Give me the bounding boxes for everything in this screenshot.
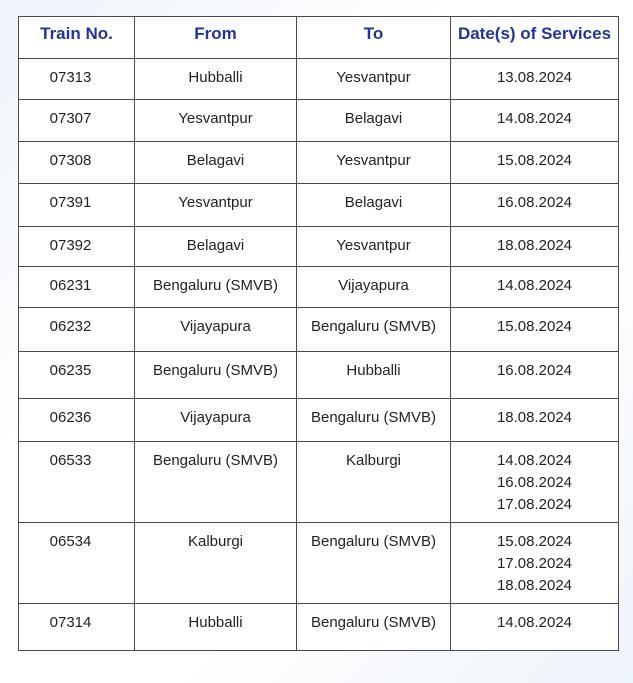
table-row: [19, 100, 619, 142]
cell-to: Belagavi: [297, 184, 451, 227]
cell-dates: [451, 142, 619, 184]
service-date: 15.08.2024: [496, 533, 573, 550]
service-date: 15.08.2024: [496, 152, 573, 169]
cell-dates: [451, 59, 619, 100]
service-date: 18.08.2024: [496, 409, 573, 426]
cell-from: Kalburgi: [135, 523, 297, 604]
cell-dates: [451, 184, 619, 227]
service-date: 14.08.2024: [496, 452, 573, 469]
cell-train-no: 06236: [19, 399, 135, 442]
cell-train-no: 06235: [19, 352, 135, 399]
cell-to: Bengaluru (SMVB): [297, 604, 451, 651]
cell-dates: [451, 100, 619, 142]
cell-dates: [451, 442, 619, 523]
cell-to: Bengaluru (SMVB): [297, 308, 451, 352]
service-date: 14.08.2024: [496, 614, 573, 631]
table-row: [19, 184, 619, 227]
service-date: 13.08.2024: [496, 69, 573, 86]
table-row: [19, 267, 619, 308]
cell-dates: [451, 604, 619, 651]
cell-train-no: 06232: [19, 308, 135, 352]
header-to: To: [297, 17, 451, 59]
cell-dates: [451, 227, 619, 267]
service-date: 18.08.2024: [496, 577, 573, 594]
table-row: [19, 227, 619, 267]
service-date: 18.08.2024: [496, 237, 573, 254]
cell-train-no: 07307: [19, 100, 135, 142]
cell-to: Hubballi: [297, 352, 451, 399]
service-date: 15.08.2024: [496, 318, 573, 335]
cell-from: Bengaluru (SMVB): [135, 442, 297, 523]
service-date: 17.08.2024: [496, 496, 573, 513]
train-schedule-table: [18, 16, 619, 651]
header-from: From: [135, 17, 297, 59]
cell-train-no: 07314: [19, 604, 135, 651]
table-row: [19, 142, 619, 184]
cell-to: Yesvantpur: [297, 142, 451, 184]
service-date: 16.08.2024: [496, 194, 573, 211]
cell-dates: [451, 308, 619, 352]
cell-from: Hubballi: [135, 604, 297, 651]
cell-train-no: 06534: [19, 523, 135, 604]
cell-train-no: 07308: [19, 142, 135, 184]
cell-to: Belagavi: [297, 100, 451, 142]
service-date: 16.08.2024: [496, 474, 573, 491]
cell-from: Yesvantpur: [135, 100, 297, 142]
table-row: [19, 604, 619, 651]
header-train-no: Train No.: [19, 17, 135, 59]
table-row: [19, 442, 619, 523]
cell-train-no: 07391: [19, 184, 135, 227]
table-header-row: [19, 17, 619, 59]
cell-train-no: 06533: [19, 442, 135, 523]
cell-from: Yesvantpur: [135, 184, 297, 227]
table-row: [19, 59, 619, 100]
header-dates: Date(s) of Services: [451, 17, 619, 59]
train-schedule-container: [18, 16, 618, 651]
service-date: 14.08.2024: [496, 277, 573, 294]
cell-train-no: 07313: [19, 59, 135, 100]
cell-train-no: 06231: [19, 267, 135, 308]
cell-to: Yesvantpur: [297, 227, 451, 267]
cell-from: Bengaluru (SMVB): [135, 267, 297, 308]
table-row: [19, 308, 619, 352]
cell-from: Bengaluru (SMVB): [135, 352, 297, 399]
cell-from: Vijayapura: [135, 308, 297, 352]
cell-to: Bengaluru (SMVB): [297, 399, 451, 442]
cell-to: Kalburgi: [297, 442, 451, 523]
cell-to: Bengaluru (SMVB): [297, 523, 451, 604]
cell-from: Belagavi: [135, 142, 297, 184]
service-date: 14.08.2024: [496, 110, 573, 127]
cell-from: Vijayapura: [135, 399, 297, 442]
cell-from: Hubballi: [135, 59, 297, 100]
cell-dates: [451, 267, 619, 308]
cell-dates: [451, 523, 619, 604]
table-row: [19, 352, 619, 399]
table-row: [19, 399, 619, 442]
cell-from: Belagavi: [135, 227, 297, 267]
cell-to: Yesvantpur: [297, 59, 451, 100]
cell-train-no: 07392: [19, 227, 135, 267]
cell-to: Vijayapura: [297, 267, 451, 308]
service-date: 16.08.2024: [496, 362, 573, 379]
cell-dates: [451, 352, 619, 399]
cell-dates: [451, 399, 619, 442]
service-date: 17.08.2024: [496, 555, 573, 572]
table-row: [19, 523, 619, 604]
